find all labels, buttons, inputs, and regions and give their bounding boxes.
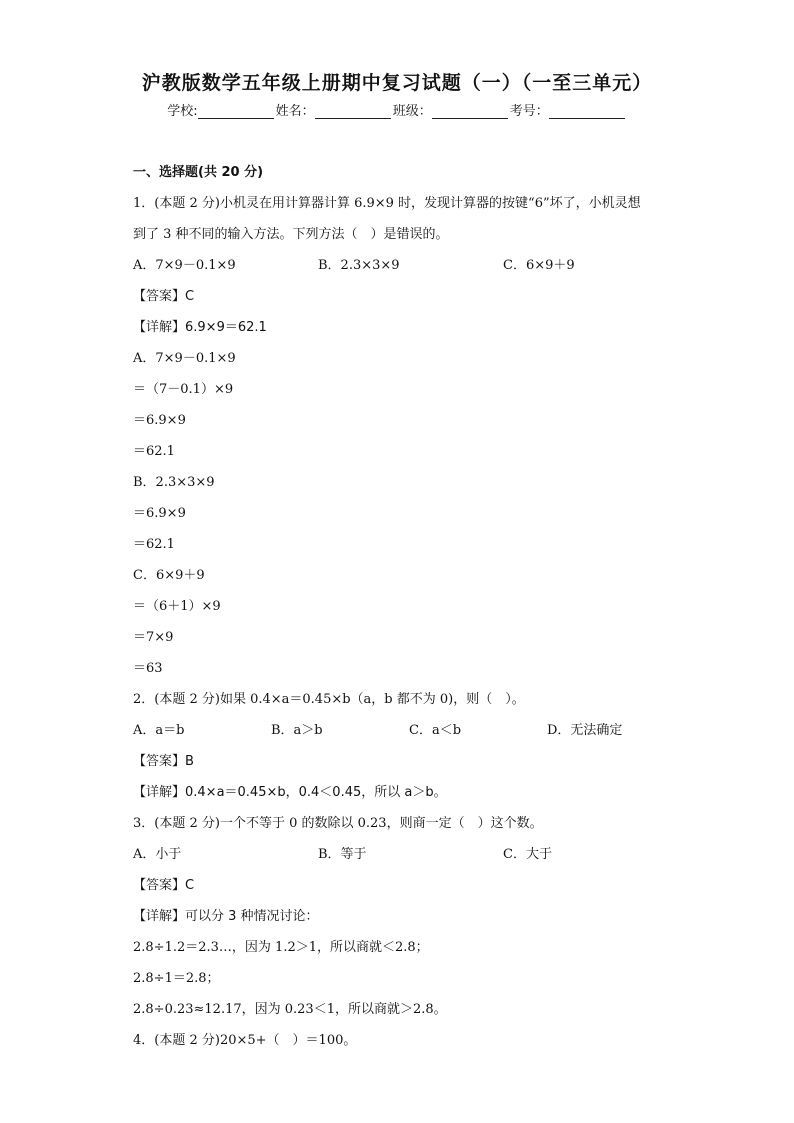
class-blank[interactable]: [432, 104, 508, 119]
q1-stem-line2: 到了 3 种不同的输入方法。下列方法（ ）是错误的。: [133, 227, 449, 242]
question-content: [133, 162, 673, 1061]
student-info-row: [0, 100, 794, 119]
name-label: 姓名：: [275, 104, 315, 119]
page-title: 沪教版数学五年级上册期中复习试题（一）（一至三单元）: [141, 72, 653, 94]
q3-detail-line: 【详解】可以分 3 种情况讨论：: [133, 909, 319, 924]
q1-detail-line: 【详解】6.9×9＝62.1: [133, 320, 267, 335]
q3-options: [133, 844, 673, 875]
q2-option-c: C．a＜b: [409, 723, 462, 738]
q1-detail-line: ＝（7－0.1）×9: [133, 382, 234, 397]
q1-stem-line1: 1．(本题 2 分)小机灵在用计算器计算 6.9×9 时，发现计算器的按键“6”坏了，小机灵想: [133, 196, 641, 211]
q3-option-c: C．大于: [503, 847, 552, 862]
q1-detail-line: ＝（6＋1）×9: [133, 599, 221, 614]
q2-option-b: B．a＞b: [271, 723, 323, 738]
class-field: [393, 100, 510, 119]
number-field: [510, 100, 627, 119]
q4-stem: 4．(本题 2 分)20×5+（ ）＝100。: [133, 1033, 357, 1048]
q1-detail-line: ＝6.9×9: [133, 413, 186, 428]
q1-detail-line: ＝62.1: [133, 444, 175, 459]
school-label: 学校:: [167, 104, 198, 119]
q2-option-d: D．无法确定: [547, 723, 623, 738]
school-field: [167, 100, 275, 119]
q1-detail-line: ＝63: [133, 661, 163, 676]
section-heading: 一、选择题(共 20 分): [133, 165, 264, 180]
school-blank[interactable]: [198, 104, 274, 119]
class-label: 班级：: [392, 104, 432, 119]
q1-option-b: B．2.3×3×9: [318, 258, 400, 273]
q1-detail-line: B．2.3×3×9: [133, 475, 215, 490]
q1-detail-line: ＝6.9×9: [133, 506, 186, 521]
q1-detail-line: ＝7×9: [133, 630, 174, 645]
q3-option-a: A．小于: [133, 847, 182, 862]
name-field: [276, 100, 393, 119]
q2-options: [133, 720, 673, 751]
q2-option-a: A．a＝b: [133, 723, 185, 738]
q3-option-b: B．等于: [318, 847, 367, 862]
q1-detail-line: A．7×9－0.1×9: [133, 351, 236, 366]
name-blank[interactable]: [315, 104, 391, 119]
q3-detail-line: 2.8÷1＝2.8；: [133, 971, 220, 986]
q1-answer: 【答案】C: [133, 289, 195, 304]
q2-answer: 【答案】B: [133, 754, 194, 769]
number-label: 考号：: [509, 104, 549, 119]
q3-detail-line: 2.8÷0.23≈12.17，因为 0.23＜1，所以商就＞2.8。: [133, 1002, 447, 1017]
q1-option-a: A．7×9－0.1×9: [133, 258, 236, 273]
q1-detail-line: C．6×9＋9: [133, 568, 205, 583]
number-blank[interactable]: [549, 104, 625, 119]
q3-detail-line: 2.8÷1.2＝2.3…，因为 1.2＞1，所以商就＜2.8；: [133, 940, 429, 955]
q2-stem: 2．(本题 2 分)如果 0.4×a＝0.45×b（a，b 都不为 0)，则（ ）。: [133, 692, 525, 707]
q1-detail-line: ＝62.1: [133, 537, 175, 552]
q3-stem: 3．(本题 2 分)一个不等于 0 的数除以 0.23，则商一定（ ）这个数。: [133, 816, 543, 831]
q2-detail: 【详解】0.4×a＝0.45×b，0.4＜0.45，所以 a＞b。: [133, 785, 447, 800]
q1-option-c: C．6×9＋9: [503, 258, 575, 273]
q3-answer: 【答案】C: [133, 878, 195, 893]
q1-options: [133, 255, 673, 286]
